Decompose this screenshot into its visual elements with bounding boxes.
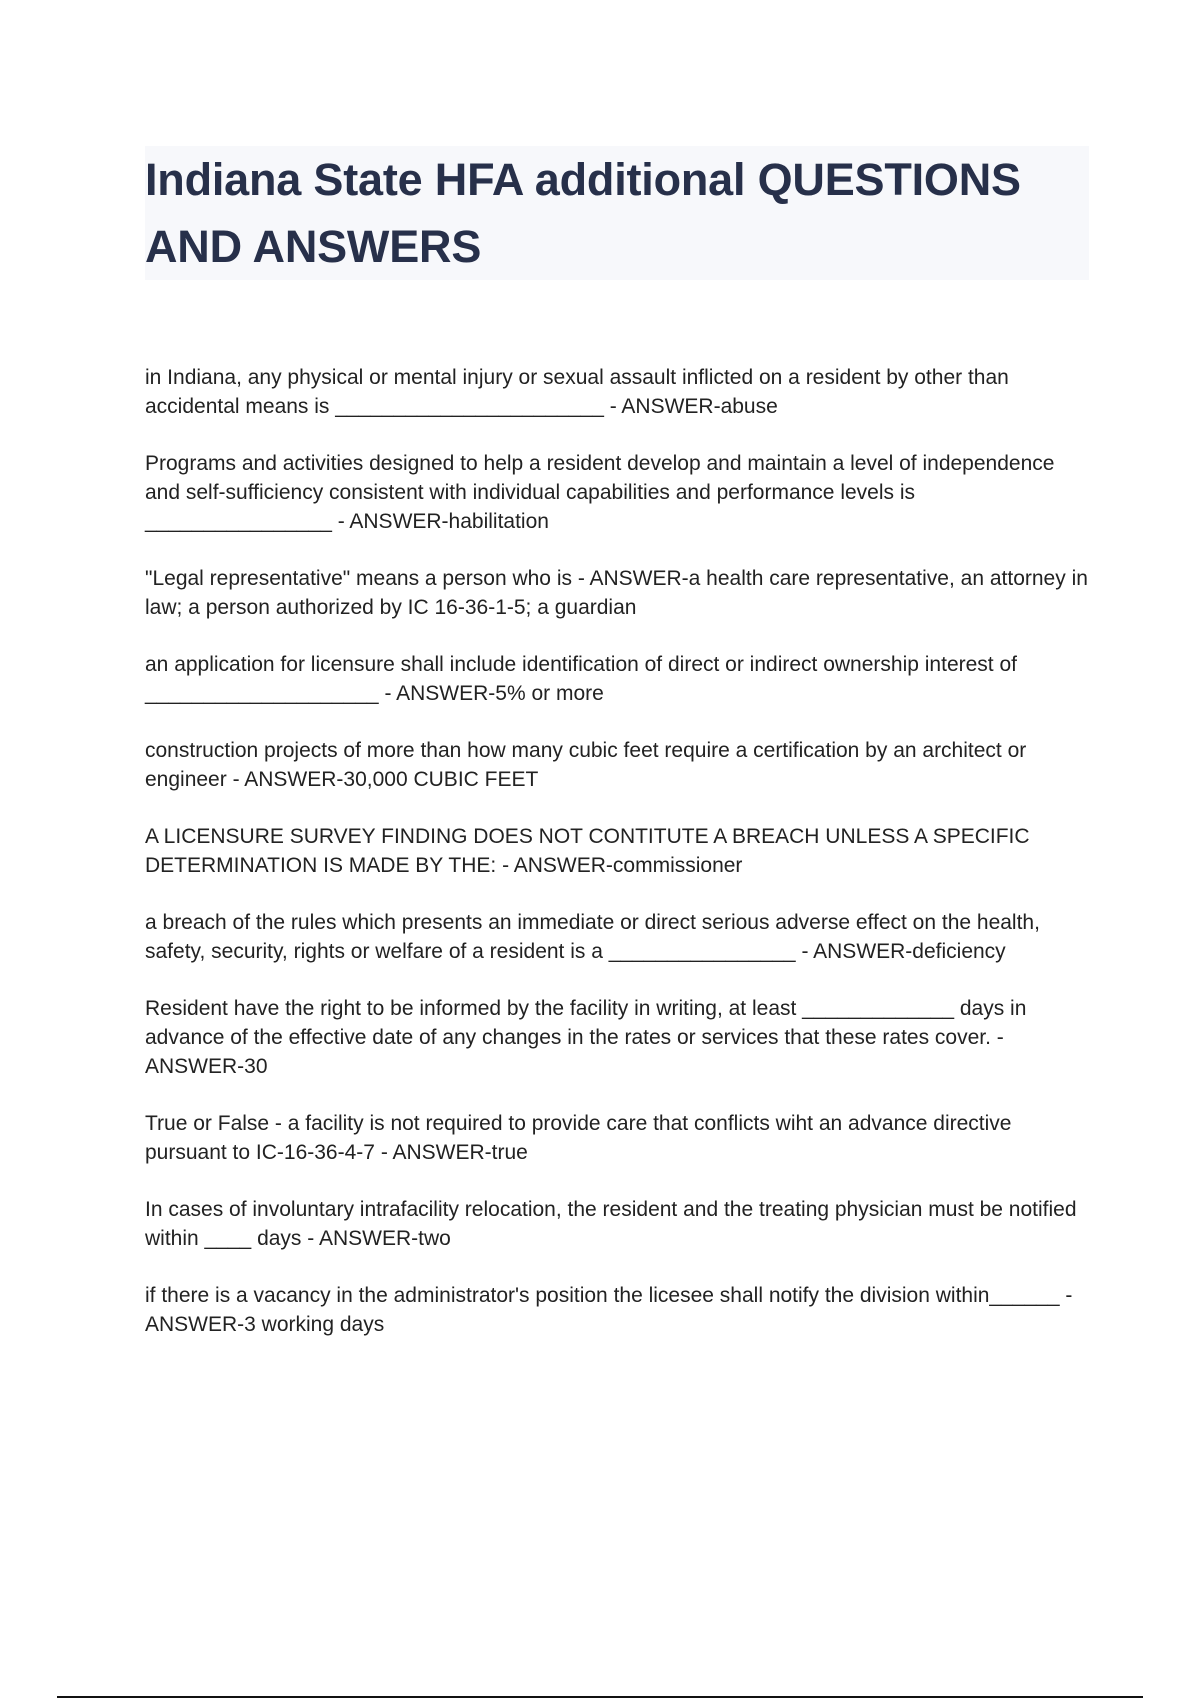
answer-text: - ANSWER-abuse (609, 395, 778, 418)
answer-text: - ANSWER-commissioner (502, 854, 743, 877)
qa-item-8 (145, 994, 1090, 1081)
answer-text: - ANSWER-30 (145, 1026, 1004, 1078)
question-text: in Indiana, any physical or mental injury or sexual assault inflicted on a resident by other than accidental means is _______________________ (145, 366, 1009, 418)
qa-item-11 (145, 1281, 1090, 1339)
answer-text: - ANSWER-5% or more (384, 682, 604, 705)
question-text: Programs and activities designed to help a resident develop and maintain a level of independence and self-sufficiency consistent with individual capabilities and performance levels is ________________ (145, 452, 1055, 533)
qa-item-4 (145, 650, 1090, 708)
qa-list (145, 363, 1090, 1367)
answer-text: - ANSWER-30,000 CUBIC FEET (232, 768, 539, 791)
answer-text: - ANSWER-deficiency (801, 940, 1006, 963)
page-bottom-divider (57, 1696, 1143, 1698)
qa-item-10 (145, 1195, 1090, 1253)
title-block (145, 146, 1089, 280)
question-text: "Legal representative" means a person who is (145, 567, 572, 590)
question-text: True or False - a facility is not required to provide care that conflicts wiht an advance directive pursuant to IC-16-36-4-7 (145, 1112, 1012, 1164)
qa-item-5 (145, 736, 1090, 794)
qa-item-1 (145, 363, 1090, 421)
document-title: Indiana State HFA additional QUESTIONS AND ANSWERS (145, 154, 1021, 272)
question-text: construction projects of more than how many cubic feet require a certification by an architect or engineer (145, 739, 1027, 791)
qa-item-6 (145, 822, 1090, 880)
answer-text: - ANSWER-true (380, 1141, 528, 1164)
qa-item-3 (145, 564, 1090, 622)
question-text: In cases of involuntary intrafacility relocation, the resident and the treating physician must be notified within ____ days (145, 1198, 1077, 1250)
question-text: if there is a vacancy in the administrator's position the licesee shall notify the division within______ (145, 1284, 1060, 1307)
answer-text: - ANSWER-a health care representative, an attorney in law; a person authorized by IC 16-36-1-5; a guardian (145, 567, 1088, 619)
qa-item-9 (145, 1109, 1090, 1167)
answer-text: - ANSWER-habilitation (337, 510, 549, 533)
qa-item-2 (145, 449, 1090, 536)
qa-item-7 (145, 908, 1090, 966)
answer-text: - ANSWER-two (307, 1227, 451, 1250)
answer-text: - ANSWER-3 working days (145, 1284, 1073, 1336)
question-text: an application for licensure shall include identification of direct or indirect ownership interest of ____________________ (145, 653, 1017, 705)
question-text: Resident have the right to be informed by the facility in writing, at least _____________ days in advance of the effective date of any changes in the rates or services that these rates cover. (145, 997, 1027, 1049)
question-text: a breach of the rules which presents an immediate or direct serious adverse effect on the health, safety, security, rights or welfare of a resident is a ________________ (145, 911, 1040, 963)
question-text: A LICENSURE SURVEY FINDING DOES NOT CONTITUTE A BREACH UNLESS A SPECIFIC DETERMINATION IS MADE BY THE: (145, 825, 1030, 877)
